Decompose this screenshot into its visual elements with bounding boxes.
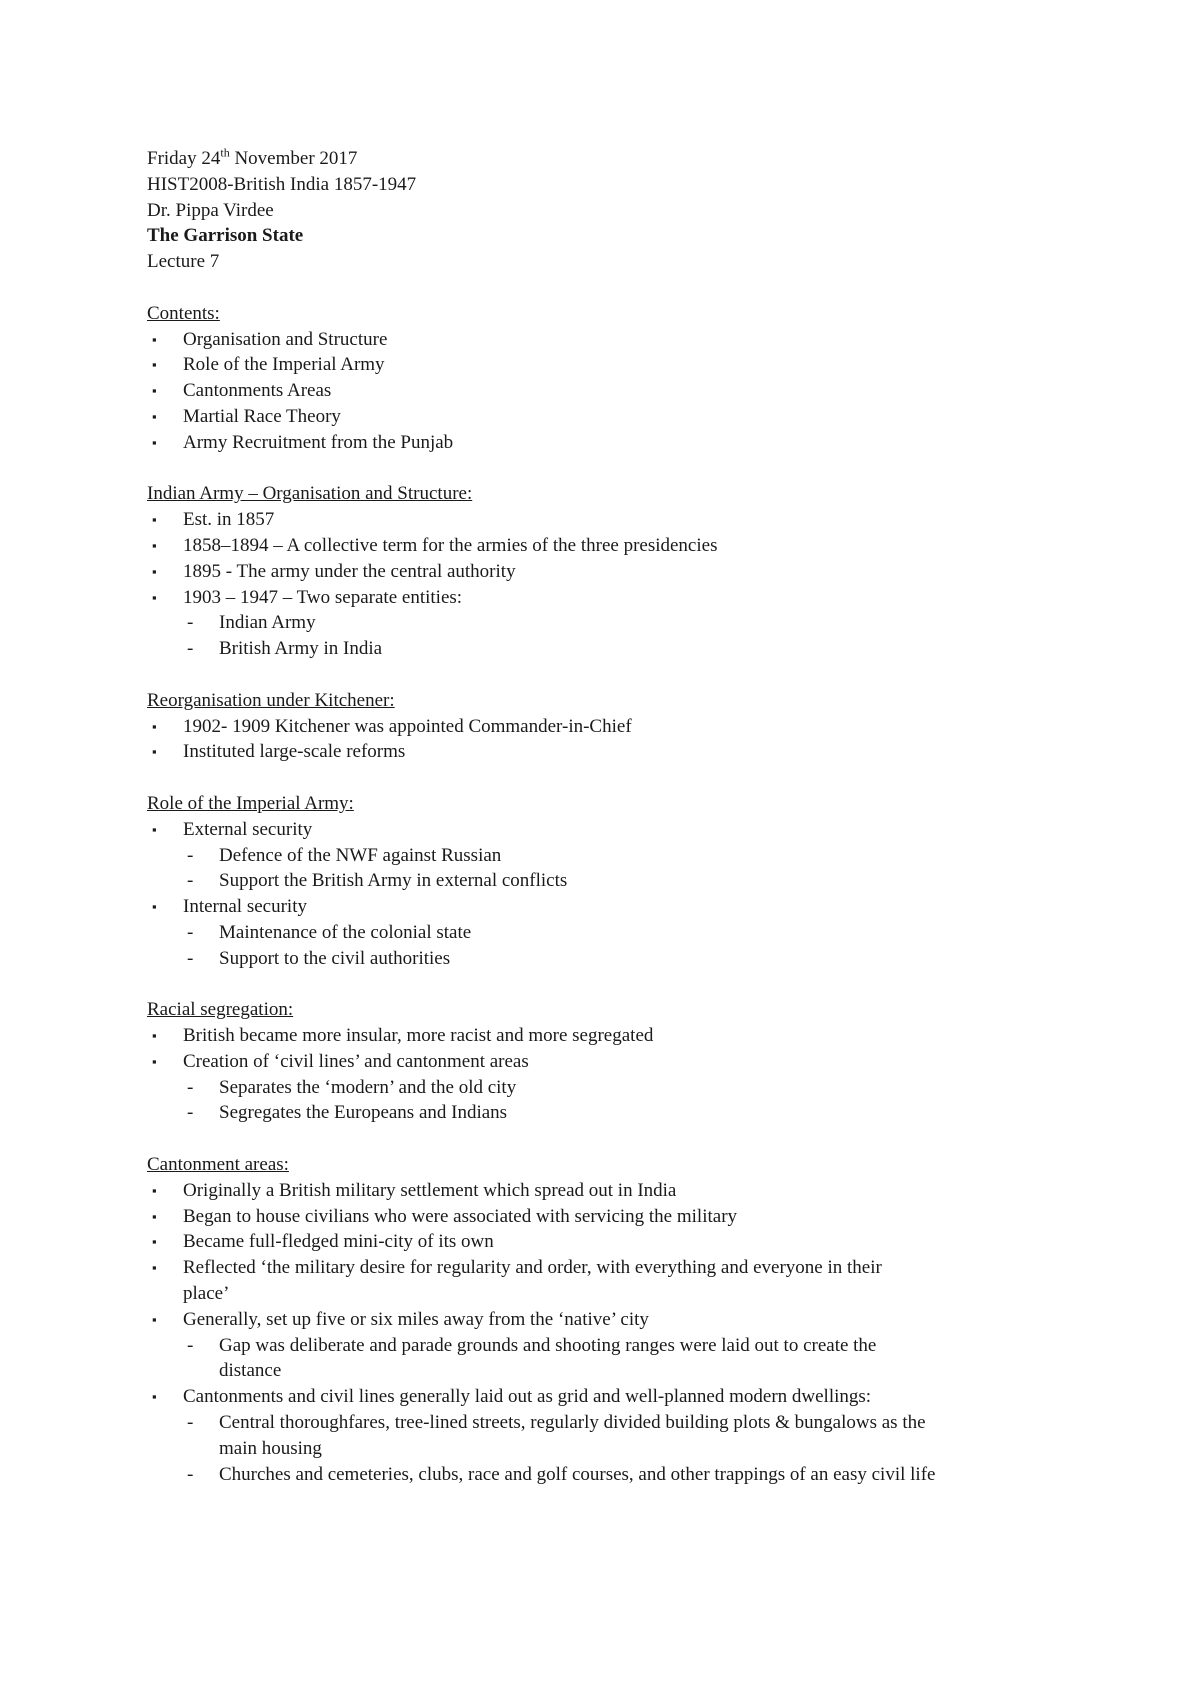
list-item xyxy=(147,1023,1097,1049)
list-item-text: 1895 - The army under the central authority xyxy=(183,560,516,582)
list-item xyxy=(147,1307,1097,1333)
sub-list-item xyxy=(147,920,1097,946)
list-item-text: External security xyxy=(183,818,313,840)
bullet-icon: ▪ xyxy=(152,1389,157,1405)
bullet-icon: ▪ xyxy=(152,434,157,450)
bullet-icon: ▪ xyxy=(152,821,157,837)
bullet-icon: ▪ xyxy=(152,1182,157,1198)
list-item xyxy=(147,327,1097,353)
list-item xyxy=(147,404,1097,430)
spacer xyxy=(147,972,1097,998)
dash-marker: - xyxy=(187,870,194,892)
list-item-text: Began to house civilians who were associated with servicing the military xyxy=(183,1205,738,1227)
imperial-army-list-internal xyxy=(147,894,1097,920)
sub-list-item-text: Central thoroughfares, tree-lined streets, regularly divided building plots & bungalows as the xyxy=(219,1412,926,1434)
list-item-text: Originally a British military settlement which spread out in India xyxy=(183,1179,677,1201)
dash-marker: - xyxy=(187,921,194,943)
dash-marker: - xyxy=(187,1412,194,1434)
list-item xyxy=(147,714,1097,740)
organisation-list xyxy=(147,507,1097,610)
bullet-icon: ▪ xyxy=(152,383,157,399)
sub-list-item-text: British Army in India xyxy=(219,638,383,660)
bullet-icon: ▪ xyxy=(152,563,157,579)
sub-list-item xyxy=(147,636,1097,662)
dash-marker: - xyxy=(187,1076,194,1098)
list-item-text: Army Recruitment from the Punjab xyxy=(183,431,454,453)
list-item-text: British became more insular, more racist and more segregated xyxy=(183,1025,654,1047)
bullet-icon: ▪ xyxy=(152,744,157,760)
dash-marker: - xyxy=(187,1102,194,1124)
sub-list-item xyxy=(147,946,1097,972)
segregation-heading: Racial segregation: xyxy=(147,999,294,1021)
sub-list-item xyxy=(147,610,1097,636)
list-item-text: Generally, set up five or six miles away from the ‘native’ city xyxy=(183,1308,649,1330)
kitchener-heading: Reorganisation under Kitchener: xyxy=(147,689,395,711)
organisation-heading: Indian Army – Organisation and Structure: xyxy=(147,483,473,505)
list-item xyxy=(147,533,1097,559)
imperial-army-heading: Role of the Imperial Army: xyxy=(147,792,354,814)
imperial-army-list xyxy=(147,817,1097,843)
bullet-icon: ▪ xyxy=(152,357,157,373)
sub-list-item-text: Maintenance of the colonial state xyxy=(219,921,472,943)
dash-marker: - xyxy=(187,1463,194,1485)
spacer xyxy=(147,765,1097,791)
spacer xyxy=(147,662,1097,688)
sub-list-item xyxy=(147,1333,1097,1385)
dash-marker: - xyxy=(187,1334,194,1356)
grid-sublist xyxy=(147,1410,1097,1487)
list-item xyxy=(147,378,1097,404)
dash-marker: - xyxy=(187,612,194,634)
segregation-sublist xyxy=(147,1075,1097,1127)
date-superscript: th xyxy=(220,145,230,160)
list-item xyxy=(147,1229,1097,1255)
bullet-icon: ▪ xyxy=(152,1311,157,1327)
list-item-text-continued: place’ xyxy=(183,1283,230,1305)
bullet-icon: ▪ xyxy=(152,718,157,734)
list-item xyxy=(147,1049,1097,1075)
document-title: The Garrison State xyxy=(147,225,304,247)
list-item-text: Cantonments and civil lines generally laid out as grid and well-planned modern dwellings: xyxy=(183,1386,872,1408)
list-item-text: Martial Race Theory xyxy=(183,405,341,427)
sub-list-item-text: Gap was deliberate and parade grounds and shooting ranges were laid out to create the xyxy=(219,1334,877,1356)
list-item-text: 1858–1894 – A collective term for the armies of the three presidencies xyxy=(183,534,718,556)
sub-list-item-text: Support the British Army in external conflicts xyxy=(219,870,568,892)
bullet-icon: ▪ xyxy=(152,1234,157,1250)
generally-sublist xyxy=(147,1333,1097,1385)
list-item-text: Role of the Imperial Army xyxy=(183,354,385,376)
list-item-text: 1903 – 1947 – Two separate entities: xyxy=(183,586,463,608)
list-item xyxy=(147,1384,1097,1410)
list-item xyxy=(147,507,1097,533)
sub-list-item-text: Segregates the Europeans and Indians xyxy=(219,1102,508,1124)
sub-list-item xyxy=(147,868,1097,894)
sub-list-item-text: Support to the civil authorities xyxy=(219,947,451,969)
list-item-text: Internal security xyxy=(183,896,307,918)
cantonment-list xyxy=(147,1178,1097,1333)
list-item xyxy=(147,894,1097,920)
list-item xyxy=(147,585,1097,611)
spacer xyxy=(147,275,1097,301)
list-item xyxy=(147,739,1097,765)
bullet-icon: ▪ xyxy=(152,589,157,605)
sub-list-item xyxy=(147,1100,1097,1126)
lecture-number: Lecture 7 xyxy=(147,251,220,273)
list-item-text: Reflected ‘the military desire for regularity and order, with everything and everyone in their xyxy=(183,1257,882,1279)
date-line xyxy=(147,146,1097,172)
cantonment-list-grid xyxy=(147,1384,1097,1410)
list-item xyxy=(147,352,1097,378)
list-item-text: Cantonments Areas xyxy=(183,380,332,402)
date-month-year: November 2017 xyxy=(229,148,358,169)
dash-marker: - xyxy=(187,947,194,969)
list-item xyxy=(147,559,1097,585)
spacer xyxy=(147,456,1097,482)
lecturer-name: Dr. Pippa Virdee xyxy=(147,199,274,221)
sub-list-item-text: Churches and cemeteries, clubs, race and golf courses, and other trappings of an easy civil life xyxy=(219,1463,936,1485)
sub-list-item xyxy=(147,1075,1097,1101)
list-item xyxy=(147,1178,1097,1204)
list-item-text: Est. in 1857 xyxy=(183,509,275,531)
organisation-sublist xyxy=(147,610,1097,662)
bullet-icon: ▪ xyxy=(152,512,157,528)
internal-security-sublist xyxy=(147,920,1097,972)
sub-list-item-text-continued: distance xyxy=(219,1360,282,1382)
external-security-sublist xyxy=(147,843,1097,895)
bullet-icon: ▪ xyxy=(152,1260,157,1276)
bullet-icon: ▪ xyxy=(152,899,157,915)
bullet-icon: ▪ xyxy=(152,537,157,553)
sub-list-item-text-continued: main housing xyxy=(219,1437,322,1459)
dash-marker: - xyxy=(187,844,194,866)
contents-list xyxy=(147,327,1097,456)
list-item-text: 1902- 1909 Kitchener was appointed Commander-in-Chief xyxy=(183,715,632,737)
dash-marker: - xyxy=(187,638,194,660)
spacer xyxy=(147,1126,1097,1152)
sub-list-item-text: Defence of the NWF against Russian xyxy=(219,844,502,866)
list-item xyxy=(147,1204,1097,1230)
sub-list-item-text: Indian Army xyxy=(219,612,316,634)
segregation-list xyxy=(147,1023,1097,1075)
sub-list-item-text: Separates the ‘modern’ and the old city xyxy=(219,1076,517,1098)
list-item-text: Creation of ‘civil lines’ and cantonment areas xyxy=(183,1050,529,1072)
date-text: Friday 24 xyxy=(147,148,221,169)
bullet-icon: ▪ xyxy=(152,331,157,347)
contents-heading: Contents: xyxy=(147,302,220,324)
bullet-icon: ▪ xyxy=(152,1053,157,1069)
bullet-icon: ▪ xyxy=(152,1208,157,1224)
bullet-icon: ▪ xyxy=(152,408,157,424)
course-code: HIST2008-British India 1857-1947 xyxy=(147,173,417,195)
kitchener-list xyxy=(147,714,1097,766)
list-item-text: Organisation and Structure xyxy=(183,328,388,350)
sub-list-item xyxy=(147,1462,1097,1488)
bullet-icon: ▪ xyxy=(152,1028,157,1044)
sub-list-item xyxy=(147,843,1097,869)
list-item xyxy=(147,1255,1097,1307)
list-item xyxy=(147,817,1097,843)
sub-list-item xyxy=(147,1410,1097,1462)
list-item xyxy=(147,430,1097,456)
list-item-text: Became full-fledged mini-city of its own xyxy=(183,1231,494,1253)
document-page xyxy=(147,146,1097,1487)
cantonment-heading: Cantonment areas: xyxy=(147,1154,289,1176)
list-item-text: Instituted large-scale reforms xyxy=(183,741,406,763)
